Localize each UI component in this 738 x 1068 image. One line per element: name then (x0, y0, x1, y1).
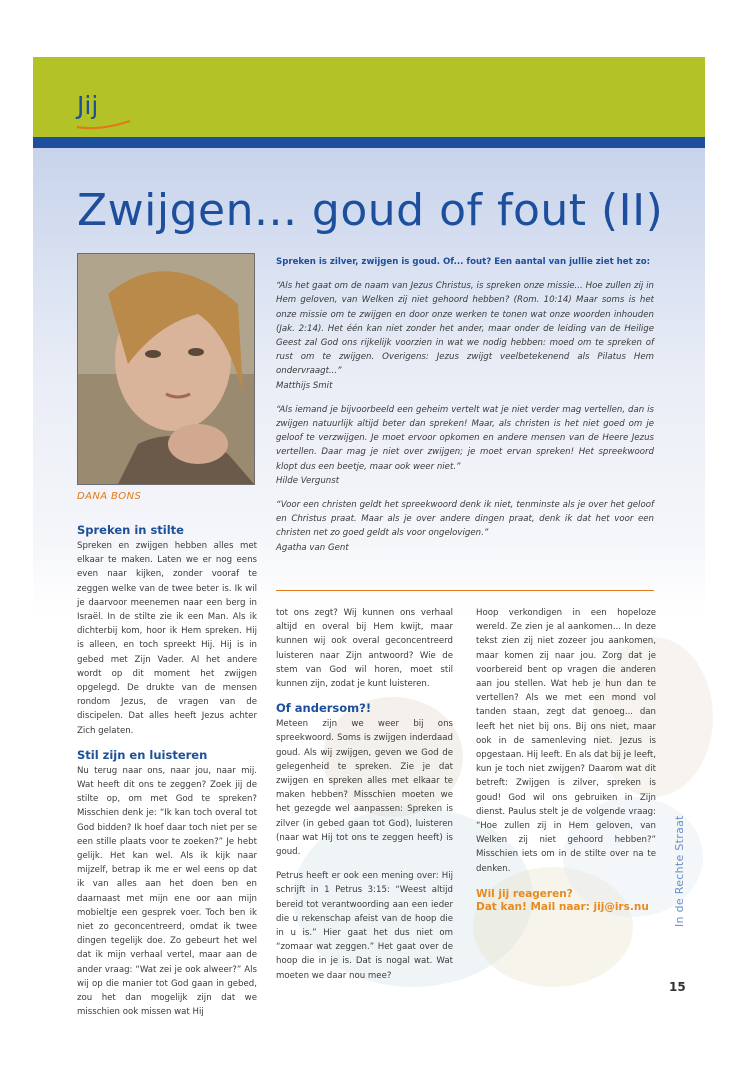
quote-author: Hilde Vergunst (276, 475, 340, 486)
cta-question: Wil jij reageren? (476, 887, 573, 900)
paragraph: tot ons zegt? Wij kunnen ons verhaal altijd en overal bij Hem kwijt, maar kunnen wij ook overal geconcentreerd luisteren naar Zijn antwoord? Wie de stem van God wil horen, moet stil kunnen zijn, zodat je kunt luisteren. (276, 608, 453, 690)
quote (276, 498, 654, 555)
cta-email-link[interactable]: Dat kan! Mail naar: jij@irs.nu (476, 900, 649, 913)
magazine-page (33, 57, 705, 1018)
paragraph: Meteen zijn we weer bij ons spreekwoord. Soms is zwijgen inderdaad goud. Als wij zwijgen, geven we God de gelegenheid te spreken. Zie je dat zwijgen en spreken alles met elkaar te maken hebben? Misschien moeten we het gezegde wel aanpassen: Spreken is zilver (in gebed gaan tot God), luisteren (naar wat Hij tot ons te zeggen heeft) is goud. (276, 719, 453, 858)
page-number: 15 (669, 980, 686, 994)
section-divider (276, 590, 654, 591)
section-label: Jij (77, 91, 99, 120)
quote-author: Matthijs Smit (276, 380, 333, 391)
portrait-photo (77, 253, 255, 485)
paragraph: Spreken en zwijgen hebben alles met elkaar te maken. Laten we er nog eens even naar kijken, zonder vooraf te zeggen welke van de twee beter is. Ik wil je daarvoor meenemen naar een berg in Israël. In de stilte zie ik een Man. Als ik dichterbij kom, hoor ik Hem spreken. Hij is alleen, en toch spreekt Hij. Hij is in gebed met Zijn Vader. Al het andere wordt op dit moment het zwijgen opgelegd. De drukte van de mensen rondom Jezus, de vragen van de discipelen. Dat alles heeft Jezus achter Zich gelaten. (77, 541, 257, 736)
subheading: Spreken in stilte (77, 523, 184, 537)
subheading: Stil zijn en luisteren (77, 747, 208, 762)
photo-caption: DANA BONS (77, 491, 142, 502)
quote-author: Agatha van Gent (276, 542, 349, 553)
header-rule (33, 137, 705, 148)
intro-lead: Spreken is zilver, zwijgen is goud. Of... fout? Een aantal van jullie ziet het zo: (276, 257, 651, 267)
quote-text: “Als het gaat om de naam van Jezus Christus, is spreken onze missie... Hoe zullen zij in Hem geloven, van Welken zij niet gehoord hebben? (Rom. 10:14) Maar soms is het onze missie om te zwijgen en door onze werken te tonen wat onze woorden inhouden (Jak. 2:14). Het één kan niet zonder het ander, maar onder de leiding van de Heilige Geest zal God ons rijkelijk voorzien in wat we nodig hebben: moed om te spreken of rust om te zwijgen. Overigens: Jezus zwijgt veelbetekenend als Pilatus Hem ondervraagt...” (276, 281, 654, 377)
quote (276, 403, 654, 488)
article-column-3 (476, 606, 656, 914)
article-column-2 (276, 606, 453, 993)
call-to-action (476, 888, 656, 914)
article-column-1 (77, 517, 257, 1030)
quote (276, 279, 654, 393)
paragraph: Petrus heeft er ook een mening over: Hij schrijft in 1 Petrus 3:15: “Weest altijd bereid tot verantwoording aan een ieder die u rekenschap afeist van de hoop die in u is.” Hier gaat het dus niet om “zomaar wat zeggen.” Het gaat over de hoop die in je is. Dat is nogal wat. Wat moeten we daar nou mee? (276, 871, 453, 981)
magazine-name: In de Rechte Straat (673, 815, 686, 927)
paragraph: Nu terug naar ons, naar jou, naar mij. Wat heeft dit ons te zeggen? Zoek jij de stilte op, om met God te spreken? Misschien denk je: “Ik kan toch overal tot God bidden? Ik hoef daar toch niet per se een stille plaats voor te zoeken?” Je hebt gelijk. Het kan wel. Als ik kijk naar mijzelf, betrap ik me er wel eens op dat ik van alles aan het doen ben en daarnaast met mijn ene oor aan mijn mobieltje een gesprek voer. Toch ben ik niet zo geconcentreerd, omdat ik twee dingen tegelijk doe. Zo gebeurt het wel dat ik mijn verhaal vertel, maar aan de ander vraag: “Wat zei je ook alweer?” Als wij op die manier tot God gaan in gebed, zou het dan mogelijk zijn dat we misschien ook missen wat Hij (77, 765, 257, 1018)
quote-text: “Voor een christen geldt het spreekwoord denk ik niet, tenminste als je over het geloof en Christus praat. Maar als je over andere dingen praat, denk ik dat het voor een christen net zo goed geldt als voor ongelovigen.” (276, 500, 654, 539)
subheading: Of andersom?! (276, 701, 372, 716)
page-title: Zwijgen... goud of fout (II) (77, 185, 664, 236)
quote-text: “Als iemand je bijvoorbeeld een geheim vertelt wat je niet verder mag vertellen, dan is zwijgen natuurlijk altijd beter dan spreken! Maar, als christen is het niet goed om je geloof te verzwijgen. Je moet ervoor opkomen en andere mensen van de Heere Jezus vertellen. Daar mag je niet over zwijgen; je moet ervan spreken! Het spreekwoord klopt dus een beetje, maar ook weer niet.” (276, 404, 654, 472)
paragraph: Hoop verkondigen in een hopeloze wereld. Ze zien je al aankomen... In deze tekst zien zij niet zozeer jou aankomen, maar komen zij naar jou. Zorg dat je voorbereid bent op vragen die anderen aan jou stellen. Wat heb je hun dan te vertellen? Als we met een mond vol tanden staan, zegt dat genoeg... dan leeft het niet bij ons. Bij ons niet, maar ook in de samenleving niet. Jezus is opgestaan. Hij leeft. En als dat bij je leeft, kun je toch niet zwijgen? Daarom wat dit betreft: Zwijgen is zilver, spreken is goud! God wil ons gebruiken in Zijn dienst. Paulus stelt je de volgende vraag: “Hoe zullen zij in Hem geloven, van Welken zij niet gehoord hebben?” Misschien iets om in de stilte over na te denken. (476, 608, 656, 874)
swoosh-icon (75, 119, 135, 131)
intro-block (276, 255, 654, 565)
